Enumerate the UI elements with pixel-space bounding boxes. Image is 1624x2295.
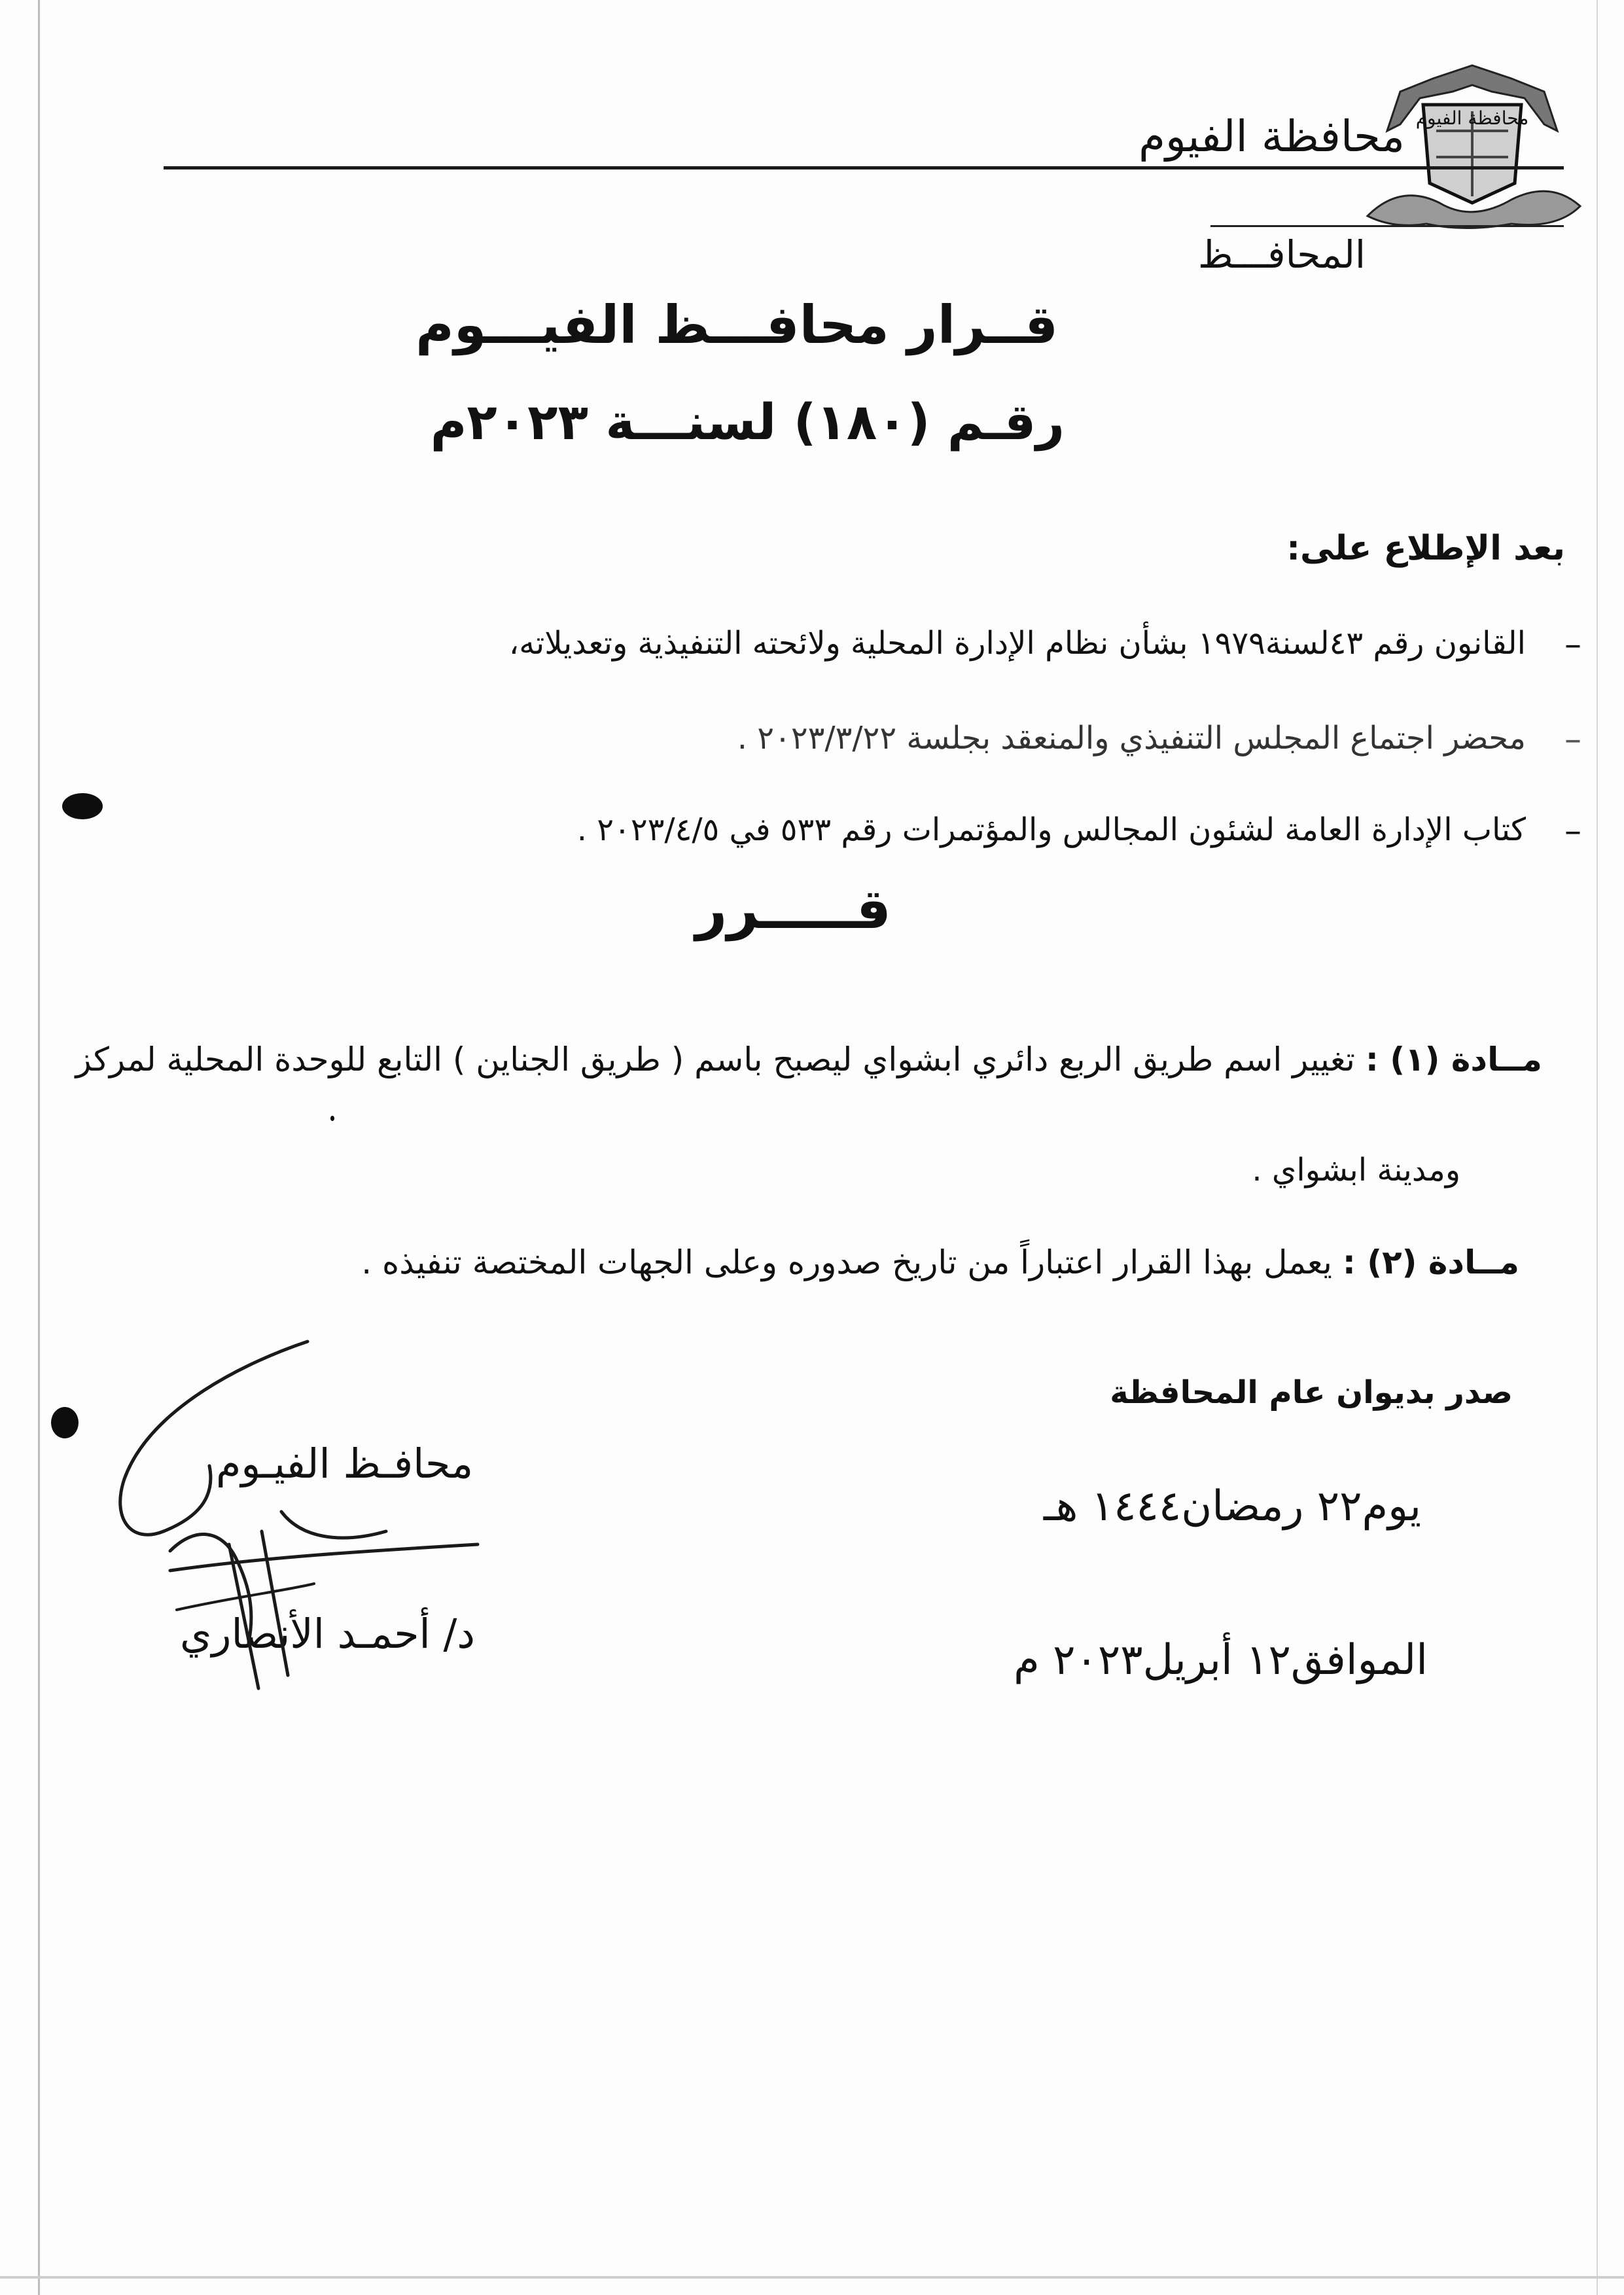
header-divider-short [1210,225,1564,227]
signatory-title: محافـظ الفيـوم [216,1440,474,1487]
header-divider [164,166,1564,169]
header-governorate: محافظة الفيوم [1139,111,1405,162]
scan-edge-left [38,0,40,2295]
bullet-dash: – [1564,625,1581,664]
article-2-text: يعمل بهذا القرار اعتباراً من تاريخ صدوره وعلى الجهات المختصة تنفيذه . [361,1243,1332,1281]
article-2 [361,1243,1519,1281]
preamble-item-3: كتاب الإدارة العامة لشئون المجالس والمؤتمرات رقم ٥٣٣ في ٢٠٢٣/٤/٥ . [576,811,1526,848]
handwritten-signature [92,1335,537,1701]
decision-title: قــرار محافـــظ الفيـــوم [415,294,1058,355]
header-office: المحافـــظ [1197,232,1366,277]
emblem-text: محافظة الفيوم [1415,107,1529,129]
hijri-date: يوم٢٢ رمضان١٤٤٤ هـ [1043,1482,1421,1531]
article-1-continuation: ومدينة ابشواي . [1252,1152,1460,1188]
gregorian-date: الموافق١٢ أبريل٢٠٢٣ م [1014,1636,1428,1684]
decision-number: رقـم (١٨٠) لسنـــة ٢٠٢٣م [430,393,1065,451]
article-2-label: مــادة (٢) : [1342,1243,1519,1281]
ink-blot [51,1407,79,1438]
preamble-item-2: محضر اجتماع المجلس التنفيذي والمنعقد بجلسة ٢٠٢٣/٣/٢٢ . [737,720,1526,756]
article-1 [75,1041,1542,1078]
article-1-label: مــادة (١) : [1365,1041,1542,1078]
bullet-dash: – [1564,720,1581,759]
signatory-name: د/ أحمـد الأنصاري [180,1610,475,1658]
bullet-dash: – [1564,811,1581,851]
article-1-text: تغيير اسم طريق الربع دائري ابشواي ليصبح باسم ( طريق الجناين ) التابع للوحدة المحلية لمركز [75,1041,1355,1078]
decides-heading: قـــــرر [695,877,891,941]
preamble-item-1: القانون رقم ٤٣لسنة١٩٧٩ بشأن نظام الإدارة المحلية ولائحته التنفيذية وتعديلاته، [508,625,1526,662]
preamble-intro: بعد الإطلاع على: [1286,529,1565,568]
ink-blot [62,793,103,819]
scan-edge-bottom [0,2276,1624,2279]
issuance-place: صدر بديوان عام المحافظة [1110,1374,1513,1411]
ink-speck [330,1116,334,1121]
scan-edge-right [1597,0,1598,2295]
